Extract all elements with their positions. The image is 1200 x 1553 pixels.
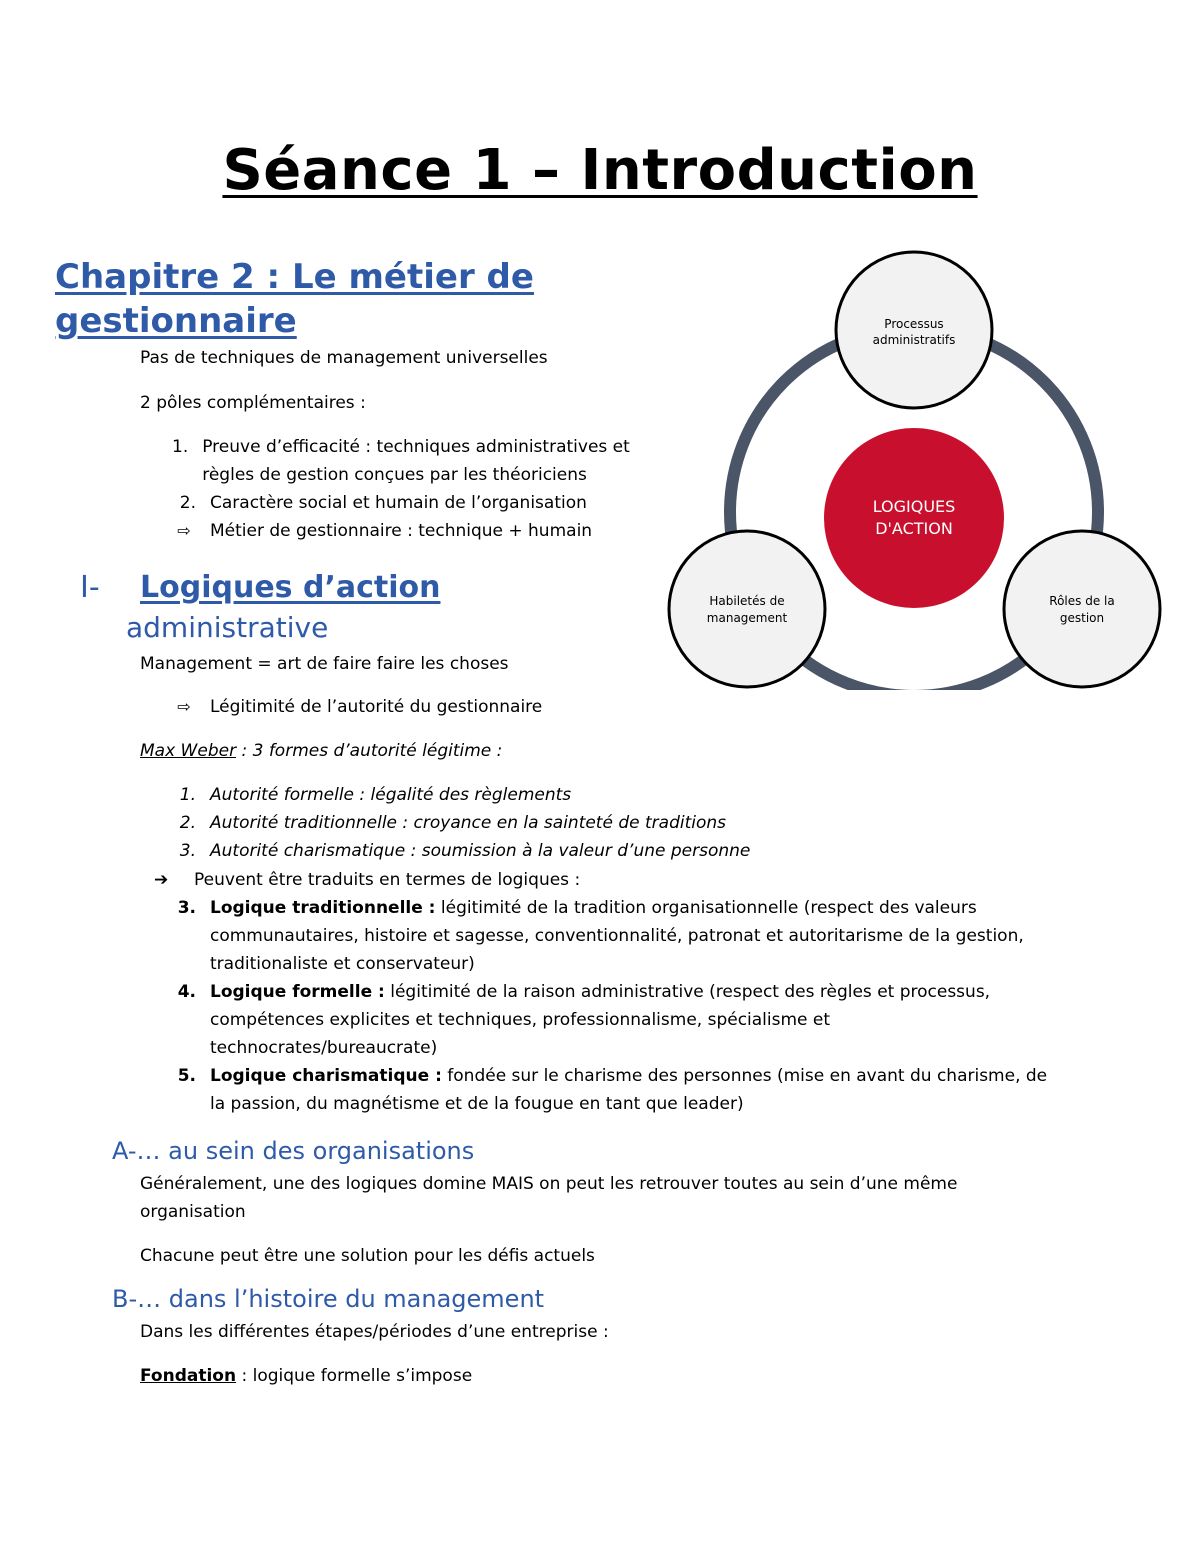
section-number: I- bbox=[80, 570, 100, 605]
list-text bbox=[210, 978, 1052, 1062]
fondation-label: Fondation bbox=[140, 1366, 237, 1386]
center-label-line2: D'ACTION bbox=[875, 519, 953, 538]
node-top-line1: Processus bbox=[884, 317, 944, 331]
logiques-diagram bbox=[650, 250, 1180, 690]
list-item bbox=[172, 978, 1052, 1062]
list-item bbox=[172, 894, 1052, 978]
node-left-line1: Habiletés de bbox=[709, 594, 785, 608]
authority-list bbox=[172, 781, 932, 865]
section-heading-B: B-… dans l’histoire du management bbox=[112, 1285, 545, 1313]
chapter-heading: Chapitre 2 : Le métier de gestionnaire bbox=[55, 257, 534, 341]
logic-label: Logique charismatique : bbox=[210, 1066, 442, 1086]
weber-rest: : 3 formes d’autorité légitime : bbox=[236, 741, 503, 761]
list-number: 1. bbox=[172, 437, 189, 457]
center-circle bbox=[824, 428, 1004, 608]
node-right-line2: gestion bbox=[1059, 611, 1105, 625]
translated-line bbox=[154, 866, 854, 894]
logic-list bbox=[172, 894, 1052, 1118]
list-item bbox=[172, 433, 662, 489]
fondation-text: : logique formelle s’impose bbox=[236, 1366, 473, 1386]
list-number: 4. bbox=[177, 982, 196, 1002]
list-text bbox=[210, 1062, 1052, 1118]
section-A-paragraph: Généralement, une des logiques domine MAIS on peut les retrouver toutes au sein d’une même organisation bbox=[140, 1174, 958, 1222]
list-text: Preuve d’efficacité : techniques administratives et règles de gestion conçues par les théoriciens bbox=[202, 437, 630, 485]
logic-text: légitimité de la raison administrative (respect des règles et processus, compétences explicites et techniques, professionnalisme, spécialisme et technocrates/bureaucrate) bbox=[210, 982, 991, 1058]
list-text: Métier de gestionnaire : technique + humain bbox=[210, 521, 593, 541]
node-left bbox=[669, 531, 825, 687]
section-heading-I bbox=[80, 570, 440, 606]
list-item bbox=[172, 1062, 1052, 1118]
section-subtitle: administrative bbox=[126, 611, 329, 644]
list-text bbox=[210, 894, 1052, 978]
section-B-paragraph: Dans les différentes étapes/périodes d’une entreprise : bbox=[140, 1322, 609, 1342]
center-label-line1: LOGIQUES bbox=[872, 497, 956, 516]
fondation-line bbox=[140, 1362, 1020, 1390]
intro-list bbox=[172, 433, 662, 545]
list-item bbox=[172, 837, 932, 865]
section-I-paragraph: Management = art de faire faire les choses bbox=[140, 654, 509, 674]
list-number: 5. bbox=[177, 1066, 196, 1086]
list-text: Autorité formelle : légalité des règlements bbox=[210, 785, 572, 805]
list-text: Caractère social et humain de l’organisation bbox=[210, 493, 587, 513]
list-number: 2. bbox=[179, 813, 196, 833]
logic-label: Logique traditionnelle : bbox=[210, 898, 436, 918]
weber-line bbox=[140, 737, 840, 765]
hollow-arrow-icon: ⇨ bbox=[177, 697, 191, 716]
arrow-right-icon: ➔ bbox=[154, 870, 169, 890]
list-number: 1. bbox=[179, 785, 196, 805]
logic-text: légitimité de la tradition organisationnelle (respect des valeurs communautaires, histoire et sagesse, conventionnalité, patronat et autoritarisme de la gestion, traditionaliste et conservateur) bbox=[210, 898, 1024, 974]
node-top-line2: administratifs bbox=[872, 333, 956, 347]
list-number: 3. bbox=[177, 898, 196, 918]
section-heading-A: A-… au sein des organisations bbox=[112, 1137, 475, 1165]
page-title: Séance 1 – Introduction bbox=[222, 138, 978, 203]
section-A-paragraph-2: Chacune peut être une solution pour les défis actuels bbox=[140, 1246, 595, 1266]
weber-name: Max Weber bbox=[140, 741, 237, 761]
node-right bbox=[1004, 531, 1160, 687]
list-item bbox=[172, 489, 662, 517]
node-right-line1: Rôles de la bbox=[1049, 594, 1115, 608]
intro-paragraph: Pas de techniques de management universelles bbox=[140, 348, 548, 368]
hollow-arrow-icon: ⇨ bbox=[177, 521, 191, 540]
section-title: Logiques d’action bbox=[140, 570, 441, 605]
list-number: 3. bbox=[179, 841, 196, 861]
node-left-line2: management bbox=[706, 611, 788, 625]
section-I-arrow-line bbox=[172, 693, 772, 721]
list-text: Autorité traditionnelle : croyance en la sainteté de traditions bbox=[210, 813, 727, 833]
list-text: Peuvent être traduits en termes de logiques : bbox=[194, 870, 581, 890]
list-text: Légitimité de l’autorité du gestionnaire bbox=[210, 697, 543, 717]
list-number: 2. bbox=[179, 493, 196, 513]
logic-text: fondée sur le charisme des personnes (mise en avant du charisme, de la passion, du magnétisme et de la fougue en tant que leader) bbox=[210, 1066, 1048, 1114]
list-text: Autorité charismatique : soumission à la valeur d’une personne bbox=[210, 841, 751, 861]
list-item bbox=[172, 517, 662, 545]
intro-poles: 2 pôles complémentaires : bbox=[140, 393, 366, 413]
logic-label: Logique formelle : bbox=[210, 982, 385, 1002]
list-item bbox=[172, 781, 932, 809]
list-item bbox=[172, 809, 932, 837]
